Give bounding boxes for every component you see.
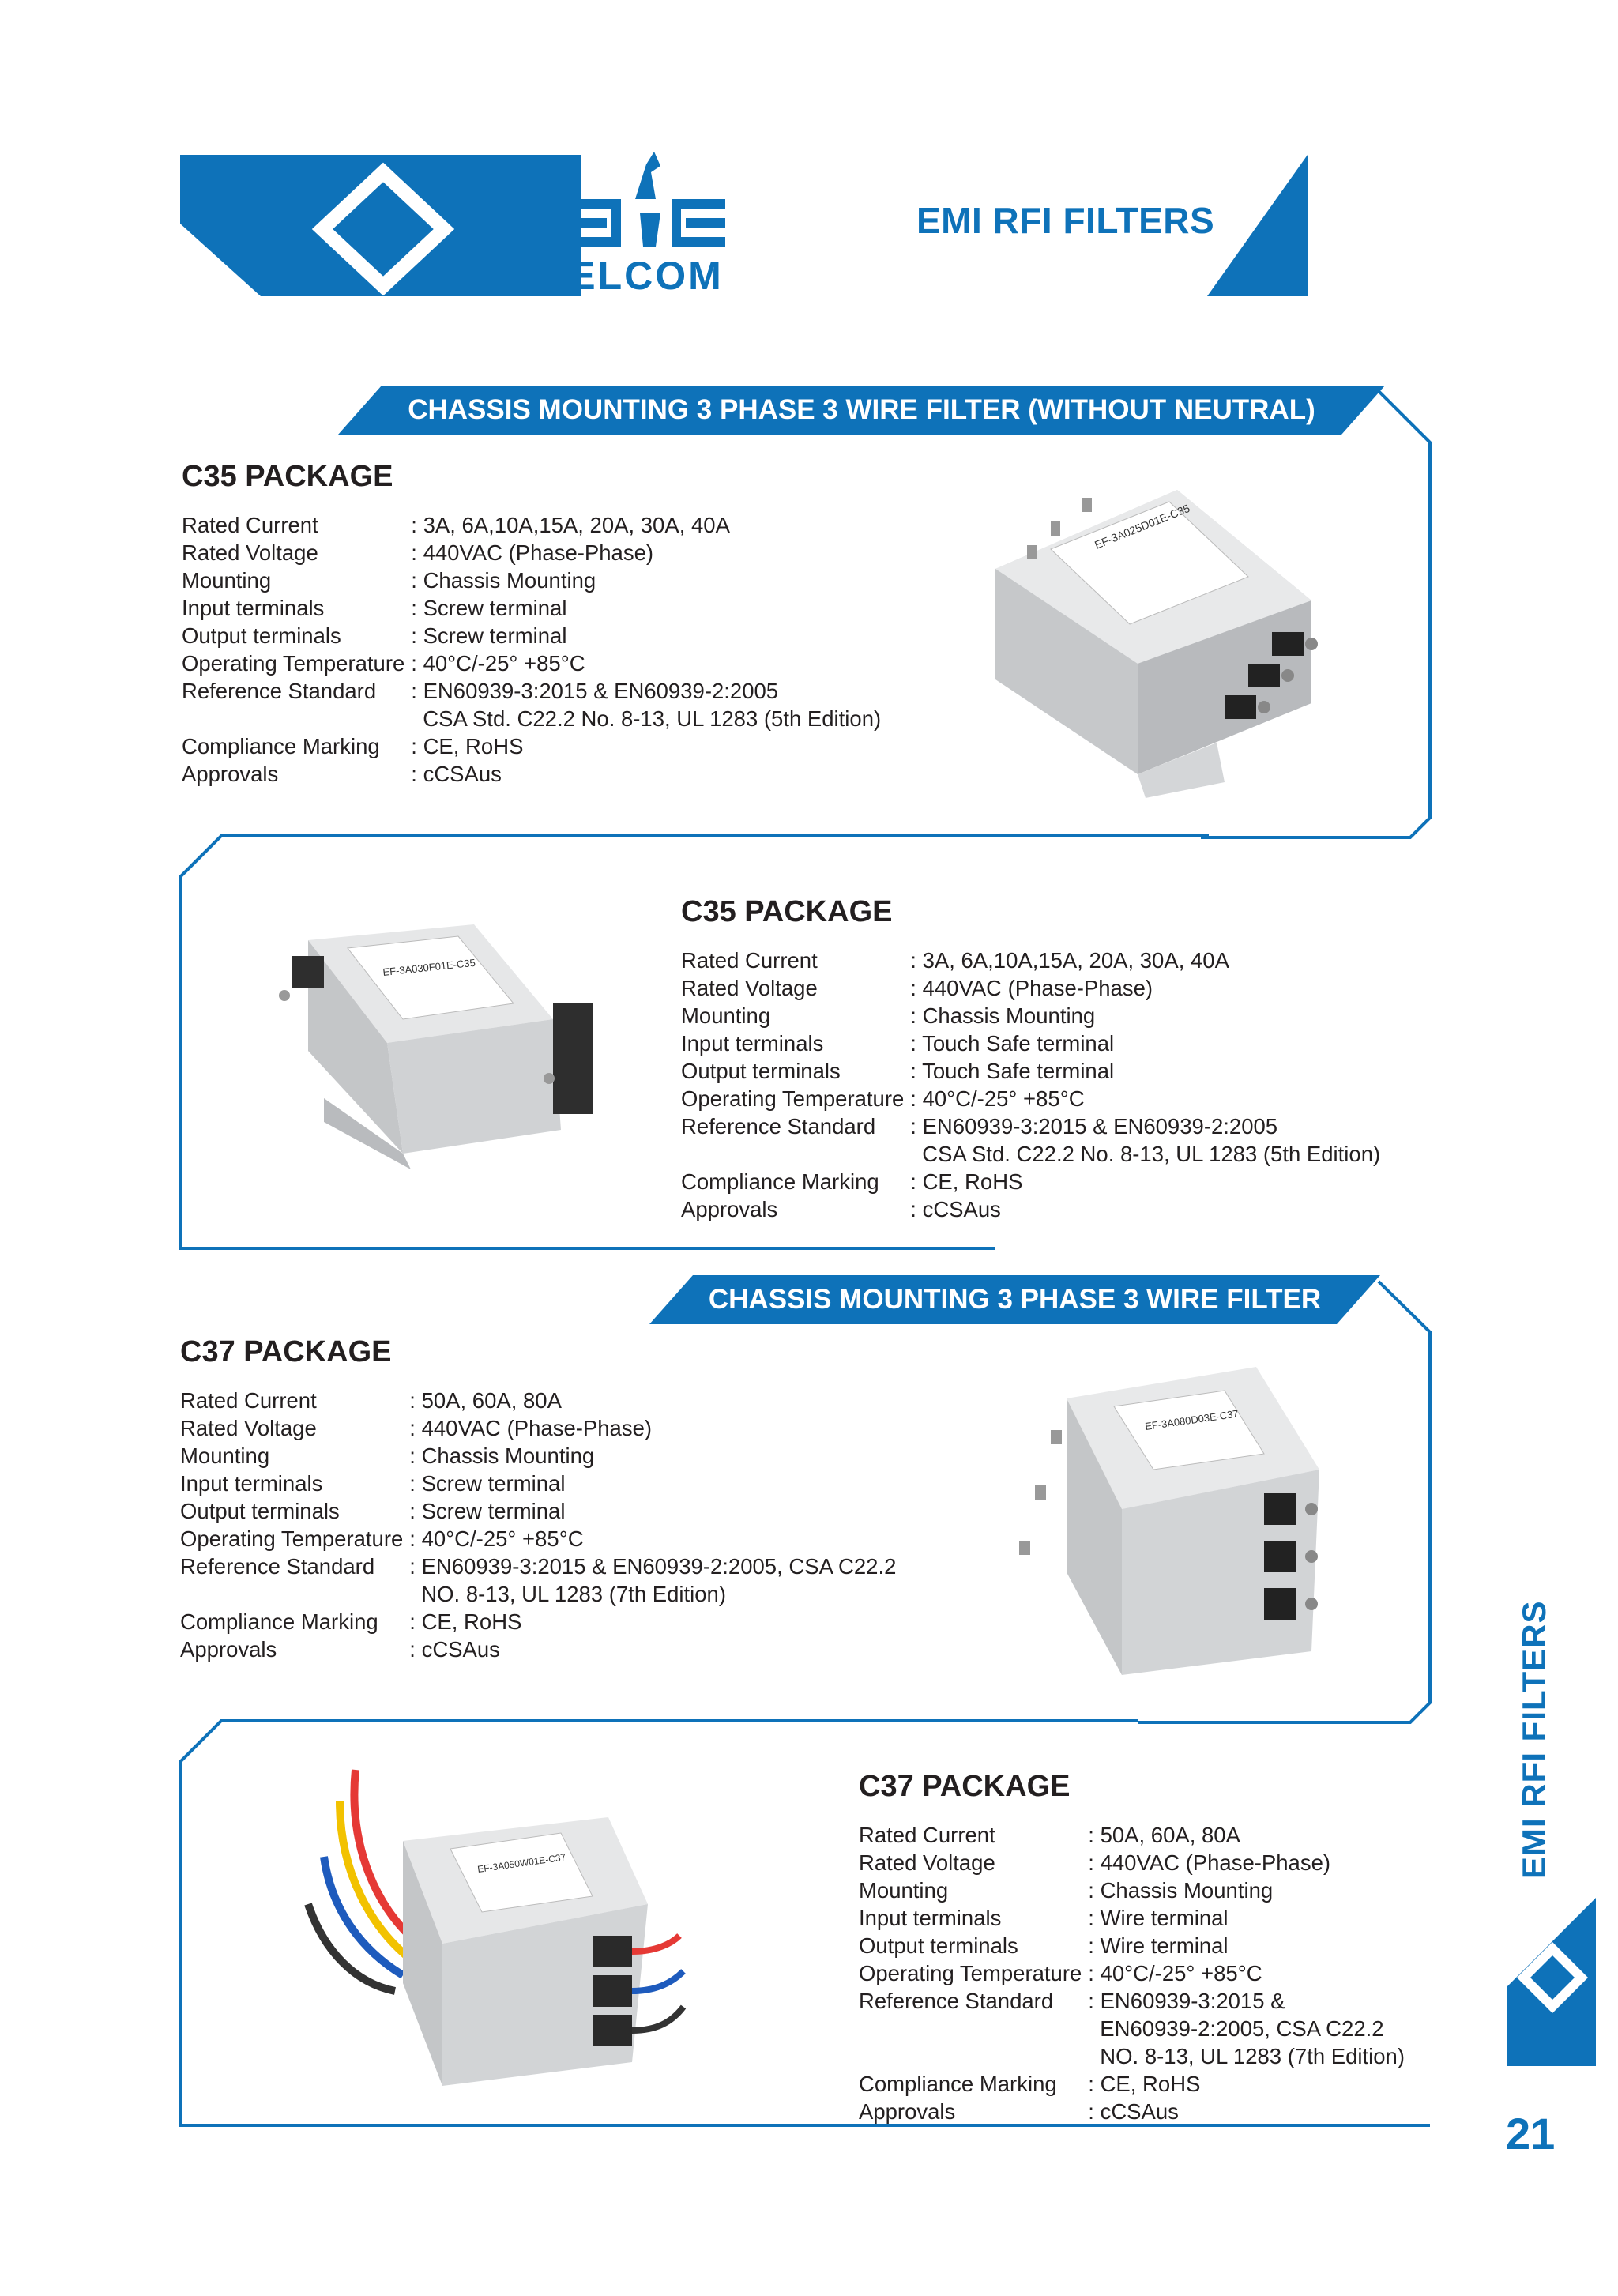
spec-row: Output terminals : Screw terminal	[180, 1499, 566, 1523]
spec-row: Output terminals : Wire terminal	[859, 1933, 1229, 1958]
spec-row: Compliance Marking : CE, RoHS	[859, 2072, 1201, 2096]
spec-row: Approvals : cCSAus	[681, 1197, 1001, 1221]
spec-row: Rated Voltage : 440VAC (Phase-Phase)	[859, 1850, 1331, 1875]
spec-row: Compliance Marking : CE, RoHS	[681, 1169, 1023, 1194]
spec-row: Rated Current : 3A, 6A,10A,15A, 20A, 30A, 40A	[681, 948, 1229, 973]
spec-row: Reference Standard : EN60939-3:2015 & EN60939-2:2005 CSA Std. C22.2 No. 8-13, UL 1283 (5th Edition)	[182, 679, 882, 731]
spec-row: Mounting : Chassis Mounting	[681, 1003, 1096, 1028]
elcom-wordmark: ELCOM	[569, 254, 724, 298]
spec-row: Compliance Marking : CE, RoHS	[180, 1609, 522, 1634]
spec-row: Operating Temperature : 40°C/-25° +85°C	[182, 651, 585, 676]
spec-row: Input terminals : Wire terminal	[859, 1906, 1229, 1930]
product-photo-3-label-text: EF-3A080D03E-C37	[1144, 1407, 1240, 1432]
product-photo-1-label-text: EF-3A025D01E-C35	[1093, 501, 1192, 551]
elcom-emblem-icon	[567, 152, 725, 247]
section-ribbon-1-label: CHASSIS MOUNTING 3 PHASE 3 WIRE FILTER (WITHOUT NEUTRAL)	[408, 394, 1315, 425]
page-number: 21	[1506, 2109, 1556, 2159]
spec-row: Reference Standard : EN60939-3:2015 & EN60939-2:2005, CSA C22.2 NO. 8-13, UL 1283 (7th Edition)	[180, 1554, 897, 1606]
spec-row: Output terminals : Touch Safe terminal	[681, 1059, 1115, 1083]
spec-row: Operating Temperature : 40°C/-25° +85°C	[180, 1526, 584, 1551]
header-title: EMI RFI FILTERS	[916, 200, 1215, 241]
product-title: C35 PACKAGE	[681, 895, 893, 928]
spec-row: Mounting : Chassis Mounting	[859, 1878, 1274, 1903]
product-block-1	[182, 460, 881, 788]
product-block-2	[681, 895, 1380, 1223]
spec-row: Reference Standard : EN60939-3:2015 & EN60939-2:2005 CSA Std. C22.2 No. 8-13, UL 1283 (5th Edition)	[681, 1114, 1381, 1166]
spec-row: Output terminals : Screw terminal	[182, 623, 567, 648]
spec-row: Rated Voltage : 440VAC (Phase-Phase)	[681, 976, 1153, 1000]
spec-table	[859, 1821, 1405, 2125]
product-block-4	[859, 1770, 1405, 2125]
spec-row: Compliance Marking : CE, RoHS	[182, 734, 524, 758]
product-title: C37 PACKAGE	[859, 1770, 1071, 1803]
spec-row: Operating Temperature : 40°C/-25° +85°C	[859, 1961, 1262, 1985]
spec-row: Rated Current : 50A, 60A, 80A	[180, 1388, 562, 1413]
spec-row: Input terminals : Touch Safe terminal	[681, 1031, 1115, 1056]
spec-row: Operating Temperature : 40°C/-25° +85°C	[681, 1086, 1085, 1111]
product-photo-3	[988, 1359, 1335, 1691]
spec-row: Rated Current : 3A, 6A,10A,15A, 20A, 30A, 40A	[182, 513, 730, 537]
spec-table	[180, 1387, 896, 1663]
product-title: C35 PACKAGE	[182, 460, 393, 493]
spec-row: Input terminals : Screw terminal	[182, 596, 567, 620]
sidebar-title-text: EMI RFI FILTERS	[1515, 1600, 1552, 1879]
spec-row: Rated Voltage : 440VAC (Phase-Phase)	[180, 1416, 653, 1440]
section-ribbon-2	[649, 1275, 1380, 1324]
spec-row: Mounting : Chassis Mounting	[182, 568, 596, 593]
section-ribbon-2-label: CHASSIS MOUNTING 3 PHASE 3 WIRE FILTER	[708, 1284, 1322, 1315]
header-right-triangle	[1207, 155, 1308, 296]
spec-table	[182, 511, 881, 788]
product-photo-4-label-text: EF-3A050W01E-C37	[476, 1851, 567, 1875]
section-ribbon-1	[338, 386, 1385, 435]
spec-row: Rated Voltage : 440VAC (Phase-Phase)	[182, 540, 654, 565]
product-photo-2-label-text: EF-3A030F01E-C35	[382, 956, 476, 978]
spec-row: Approvals : cCSAus	[859, 2099, 1179, 2124]
spec-row: Input terminals : Screw terminal	[180, 1471, 566, 1496]
product-photo-1	[980, 466, 1335, 798]
spec-row: Reference Standard : EN60939-3:2015 & EN60939-2:2005, CSA C22.2 NO. 8-13, UL 1283 (7th Edition)	[859, 1989, 1405, 2068]
spec-row: Approvals : cCSAus	[182, 762, 502, 786]
spec-row: Rated Current : 50A, 60A, 80A	[859, 1823, 1240, 1847]
spec-table	[681, 947, 1380, 1223]
product-photo-2	[277, 909, 624, 1169]
product-block-3	[180, 1335, 896, 1663]
product-photo-4	[284, 1754, 695, 2102]
spec-row: Mounting : Chassis Mounting	[180, 1443, 595, 1468]
elcom-logo	[567, 152, 725, 302]
product-title: C37 PACKAGE	[180, 1335, 392, 1368]
spec-row: Approvals : cCSAus	[180, 1637, 500, 1662]
